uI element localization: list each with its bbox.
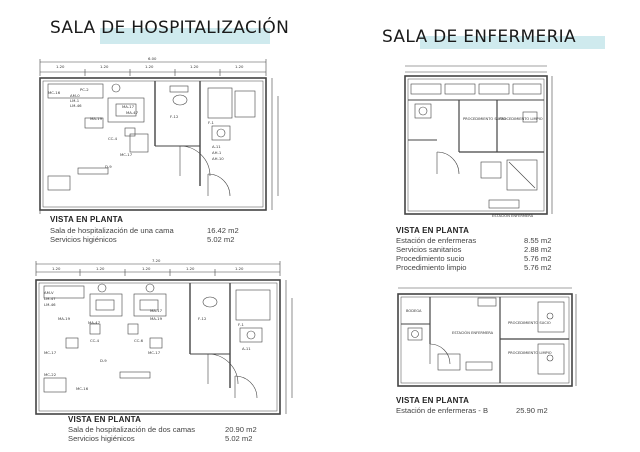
row-value: 2.88 m2	[524, 245, 552, 254]
svg-text:MA-19: MA-19	[150, 316, 162, 321]
room-label: PROCEDIMIENTO SUCIO	[508, 321, 551, 325]
row-value: 25.90 m2	[516, 406, 548, 415]
row-area-sanitary	[396, 245, 586, 254]
row-value: 8.55 m2	[524, 236, 552, 245]
floor-plan-two-bed	[30, 258, 295, 418]
svg-text:1.20: 1.20	[100, 64, 109, 69]
floor-plan-single-bed	[30, 56, 280, 216]
svg-text:MA-19: MA-19	[90, 116, 102, 121]
row-value: 5.76 m2	[524, 254, 552, 263]
caption-heading-nursing-b: VISTA EN PLANTA	[396, 396, 470, 405]
room-label: PROCEDIMIENTO LIMPIO	[508, 351, 552, 355]
svg-text:F-1: F-1	[208, 120, 214, 125]
room-label: ESTACIÓN ENFERMERA	[452, 331, 494, 335]
svg-text:MC-17: MC-17	[44, 350, 57, 355]
svg-text:AH-1: AH-1	[212, 150, 222, 155]
svg-text:CC-4: CC-4	[108, 136, 118, 141]
row-area-single-bed	[50, 226, 250, 235]
row-area-bathroom	[50, 235, 250, 244]
room-label: BODEGA	[406, 309, 422, 313]
svg-text:1.20: 1.20	[52, 266, 61, 271]
floor-plan-nursing-b	[390, 284, 580, 392]
page-title-enfermeria: SALA DE ENFERMERIA	[382, 27, 576, 47]
svg-text:LM-46: LM-46	[44, 302, 56, 307]
svg-text:A-11: A-11	[242, 346, 251, 351]
row-area-nursing-station-b	[396, 406, 586, 415]
room-label: PROCEDIMIENTO SUCIO	[463, 117, 506, 121]
svg-text:MC-16: MC-16	[48, 90, 61, 95]
svg-text:F-12: F-12	[198, 316, 207, 321]
row-value: 5.76 m2	[524, 263, 552, 272]
row-label: Procedimiento limpio	[396, 263, 467, 272]
svg-text:MA-47: MA-47	[126, 110, 138, 115]
svg-text:MA-17: MA-17	[150, 308, 162, 313]
svg-text:1.20: 1.20	[235, 64, 244, 69]
svg-text:MA-19: MA-19	[58, 316, 70, 321]
row-label: Sala de hospitalización de una cama	[50, 226, 174, 235]
row-label: Procedimiento sucio	[396, 254, 465, 263]
row-area-bathroom-two-bed	[68, 434, 278, 443]
row-label: Servicios higiénicos	[50, 235, 117, 244]
row-area-nursing-station	[396, 236, 586, 245]
svg-text:MA-17: MA-17	[122, 104, 134, 109]
svg-text:6.00: 6.00	[148, 56, 157, 61]
svg-text:PC-2: PC-2	[80, 87, 89, 92]
floor-plan-nursing-a	[397, 62, 557, 222]
svg-text:1.20: 1.20	[96, 266, 105, 271]
page-title-hospitalizacion: SALA DE HOSPITALIZACIÓN	[50, 18, 290, 38]
row-label: Sala de hospitalización de dos camas	[68, 425, 196, 434]
svg-text:CC-6: CC-6	[134, 338, 144, 343]
row-label: Estación de enfermeras	[396, 236, 477, 245]
svg-text:1.20: 1.20	[235, 266, 244, 271]
svg-text:AM-0: AM-0	[70, 93, 80, 98]
row-label: Servicios sanitarios	[396, 245, 462, 254]
row-area-dirty-procedure	[396, 254, 586, 263]
row-value: 5.02 m2	[207, 235, 235, 244]
svg-text:AH-10: AH-10	[212, 156, 224, 161]
svg-text:F-1: F-1	[238, 322, 244, 327]
svg-text:MC-22: MC-22	[44, 372, 57, 377]
svg-text:F-12: F-12	[170, 114, 179, 119]
row-area-two-bed	[68, 425, 278, 434]
svg-text:MC-17: MC-17	[120, 152, 133, 157]
svg-text:D-9: D-9	[100, 358, 107, 363]
svg-text:1.20: 1.20	[142, 266, 151, 271]
svg-text:1.20: 1.20	[56, 64, 65, 69]
caption-heading-two-bed: VISTA EN PLANTA	[68, 415, 142, 424]
svg-text:AM-V: AM-V	[44, 290, 54, 295]
row-value: 20.90 m2	[225, 425, 257, 434]
svg-text:1.20: 1.20	[145, 64, 154, 69]
row-label: Servicios higiénicos	[68, 434, 135, 443]
svg-text:7.20: 7.20	[152, 258, 161, 263]
caption-heading-single-bed: VISTA EN PLANTA	[50, 215, 124, 224]
svg-text:MC-17: MC-17	[148, 350, 161, 355]
svg-text:1.20: 1.20	[186, 266, 195, 271]
svg-text:CC-4: CC-4	[90, 338, 100, 343]
row-area-clean-procedure	[396, 263, 586, 272]
row-value: 5.02 m2	[225, 434, 253, 443]
caption-heading-nursing-a: VISTA EN PLANTA	[396, 226, 470, 235]
row-label: Estación de enfermeras - B	[396, 406, 489, 415]
svg-text:1.20: 1.20	[190, 64, 199, 69]
svg-text:D-9: D-9	[105, 164, 112, 169]
room-label: ESTACIÓN ENFERMERA	[492, 214, 534, 218]
svg-text:A-11: A-11	[212, 144, 221, 149]
row-value: 16.42 m2	[207, 226, 239, 235]
svg-text:MA-47: MA-47	[88, 320, 100, 325]
svg-text:MC-16: MC-16	[76, 386, 89, 391]
svg-text:LM-1: LM-1	[70, 98, 80, 103]
room-label: PROCEDIMIENTO LIMPIO	[499, 117, 543, 121]
svg-text:LM-46: LM-46	[70, 103, 82, 108]
svg-text:LM-47: LM-47	[44, 296, 56, 301]
